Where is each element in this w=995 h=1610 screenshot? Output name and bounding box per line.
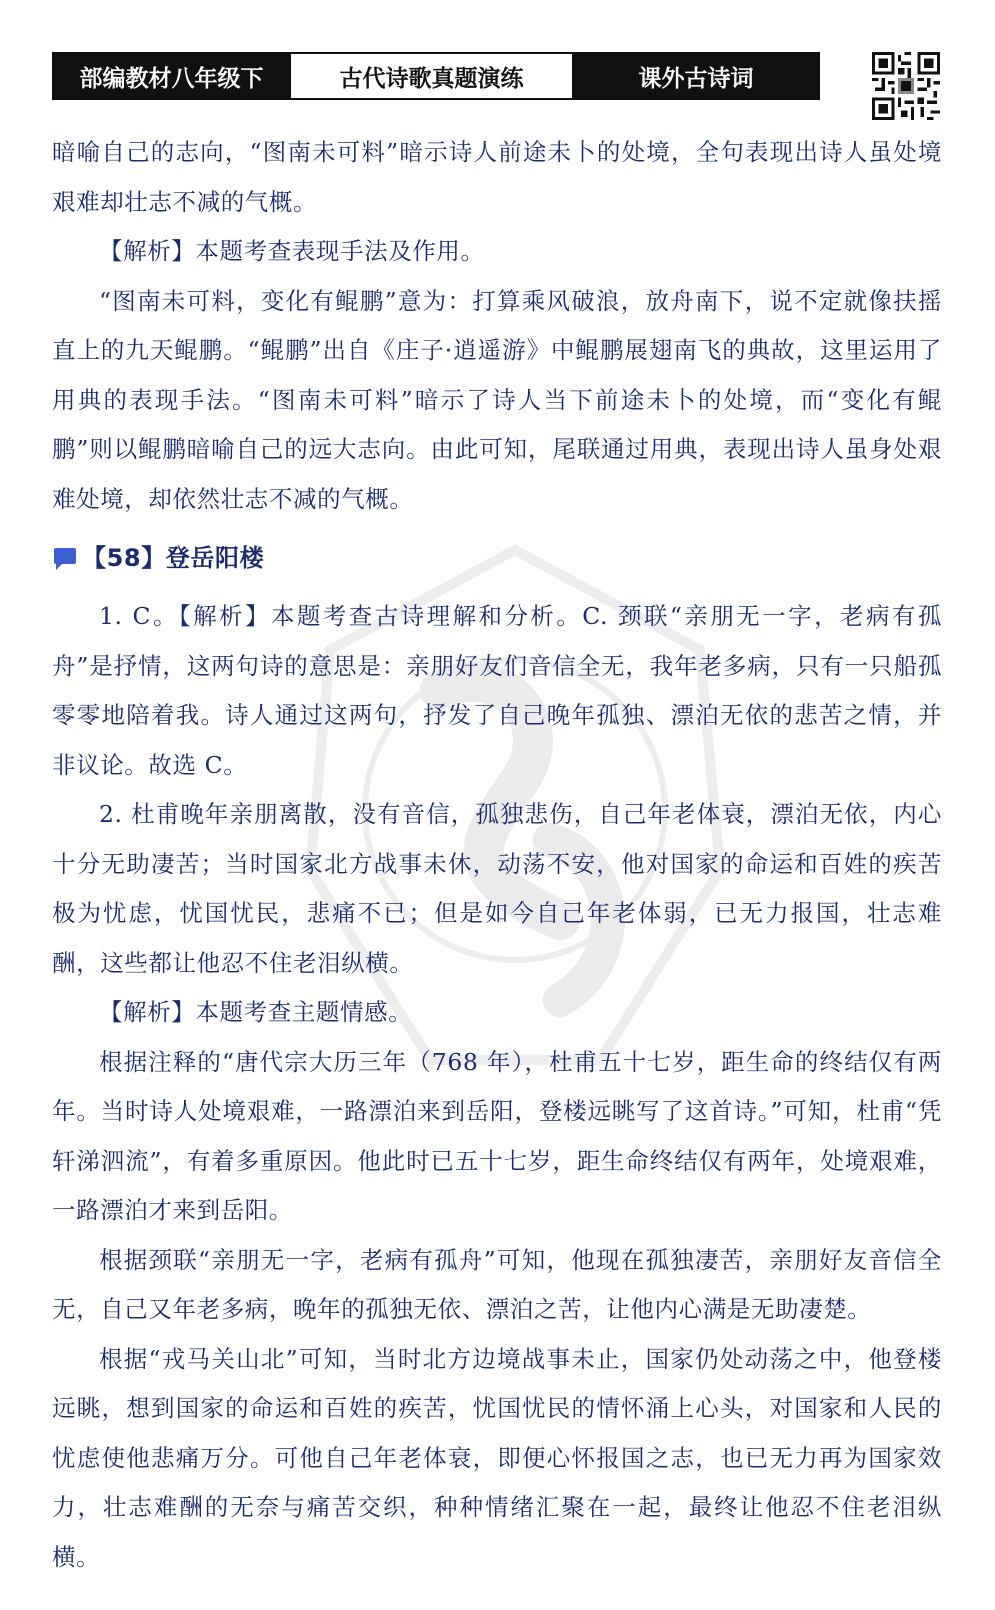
paragraph: 根据注释的“唐代宗大历三年（768 年），杜甫五十七岁，距生命的终结仅有两年。当时诗人处境艰难，一路漂泊来到岳阳，登楼远眺写了这首诗。”可知，杜甫“凭轩涕泗流”，有着多重原因。他此时已五十七岁，距生命终结仅有两年，处境艰难，一路漂泊才来到岳阳。	[52, 1047, 942, 1224]
paragraph: 【解析】本题考查表现手法及作用。	[99, 237, 485, 265]
section-title: 【58】登岳阳楼	[82, 544, 265, 573]
paragraph: 根据“戎马关山北”可知，当时北方边境战事未止，国家仍处动荡之中，他登楼远眺，想到国家的命运和百姓的疾苦，忧国忧民的情怀涌上心头，对国家和人民的忧虑使他悲痛万分。可他自己年老体衰，即便心怀报国之志，也已无力再为国家效力，壮志难酬的无奈与痛苦交织，种种情绪汇聚在一起，最终让他忍不住老泪纵横。	[52, 1344, 942, 1571]
header-grade: 部编教材八年级下	[54, 54, 289, 98]
header-category: 课外古诗词	[574, 54, 818, 98]
main-content	[52, 128, 942, 1582]
bookmark-icon	[52, 546, 78, 572]
qr-code-icon	[872, 52, 940, 120]
paragraph: 2. 杜甫晚年亲朋离散，没有音信，孤独悲伤，自己年老体衰，漂泊无依，内心十分无助凄苦；当时国家北方战事未休，动荡不安，他对国家的命运和百姓的疾苦极为忧虑，忧国忧民，悲痛不已；但是如今自己年老体弱，已无力报国，壮志难酬，这些都让他忍不住老泪纵横。	[52, 800, 942, 977]
paragraph: 1. C。【解析】本题考查古诗理解和分析。C. 颈联“亲朋无一字，老病有孤舟”是抒情，这两句诗的意思是：亲朋好友们音信全无，我年老多病，只有一只船孤零零地陪着我。诗人通过这两句，抒发了自己晚年孤独、漂泊无依的悲苦之情，并非议论。故选 C。	[52, 602, 942, 779]
section-heading	[52, 530, 942, 588]
header-bar	[52, 52, 820, 100]
header-topic: 古代诗歌真题演练	[289, 54, 574, 98]
paragraph: 暗喻自己的志向，“图南未可料”暗示诗人前途未卜的处境，全句表现出诗人虽处境艰难却壮志不减的气概。	[52, 138, 942, 216]
paragraph: 根据颈联“亲朋无一字，老病有孤舟”可知，他现在孤独凄苦，亲朋好友音信全无，自己又年老多病，晚年的孤独无依、漂泊之苦，让他内心满是无助凄楚。	[52, 1245, 942, 1323]
paragraph: “图南未可料，变化有鲲鹏”意为：打算乘风破浪，放舟南下，说不定就像扶摇直上的九天鲲鹏。“鲲鹏”出自《庄子·逍遥游》中鲲鹏展翅南飞的典故，这里运用了用典的表现手法。“图南未可料”暗示了诗人当下前途未卜的处境，而“变化有鲲鹏”则以鲲鹏暗喻自己的远大志向。由此可知，尾联通过用典，表现出诗人虽身处艰难处境，却依然壮志不减的气概。	[52, 286, 942, 513]
paragraph: 【解析】本题考查主题情感。	[99, 998, 413, 1026]
